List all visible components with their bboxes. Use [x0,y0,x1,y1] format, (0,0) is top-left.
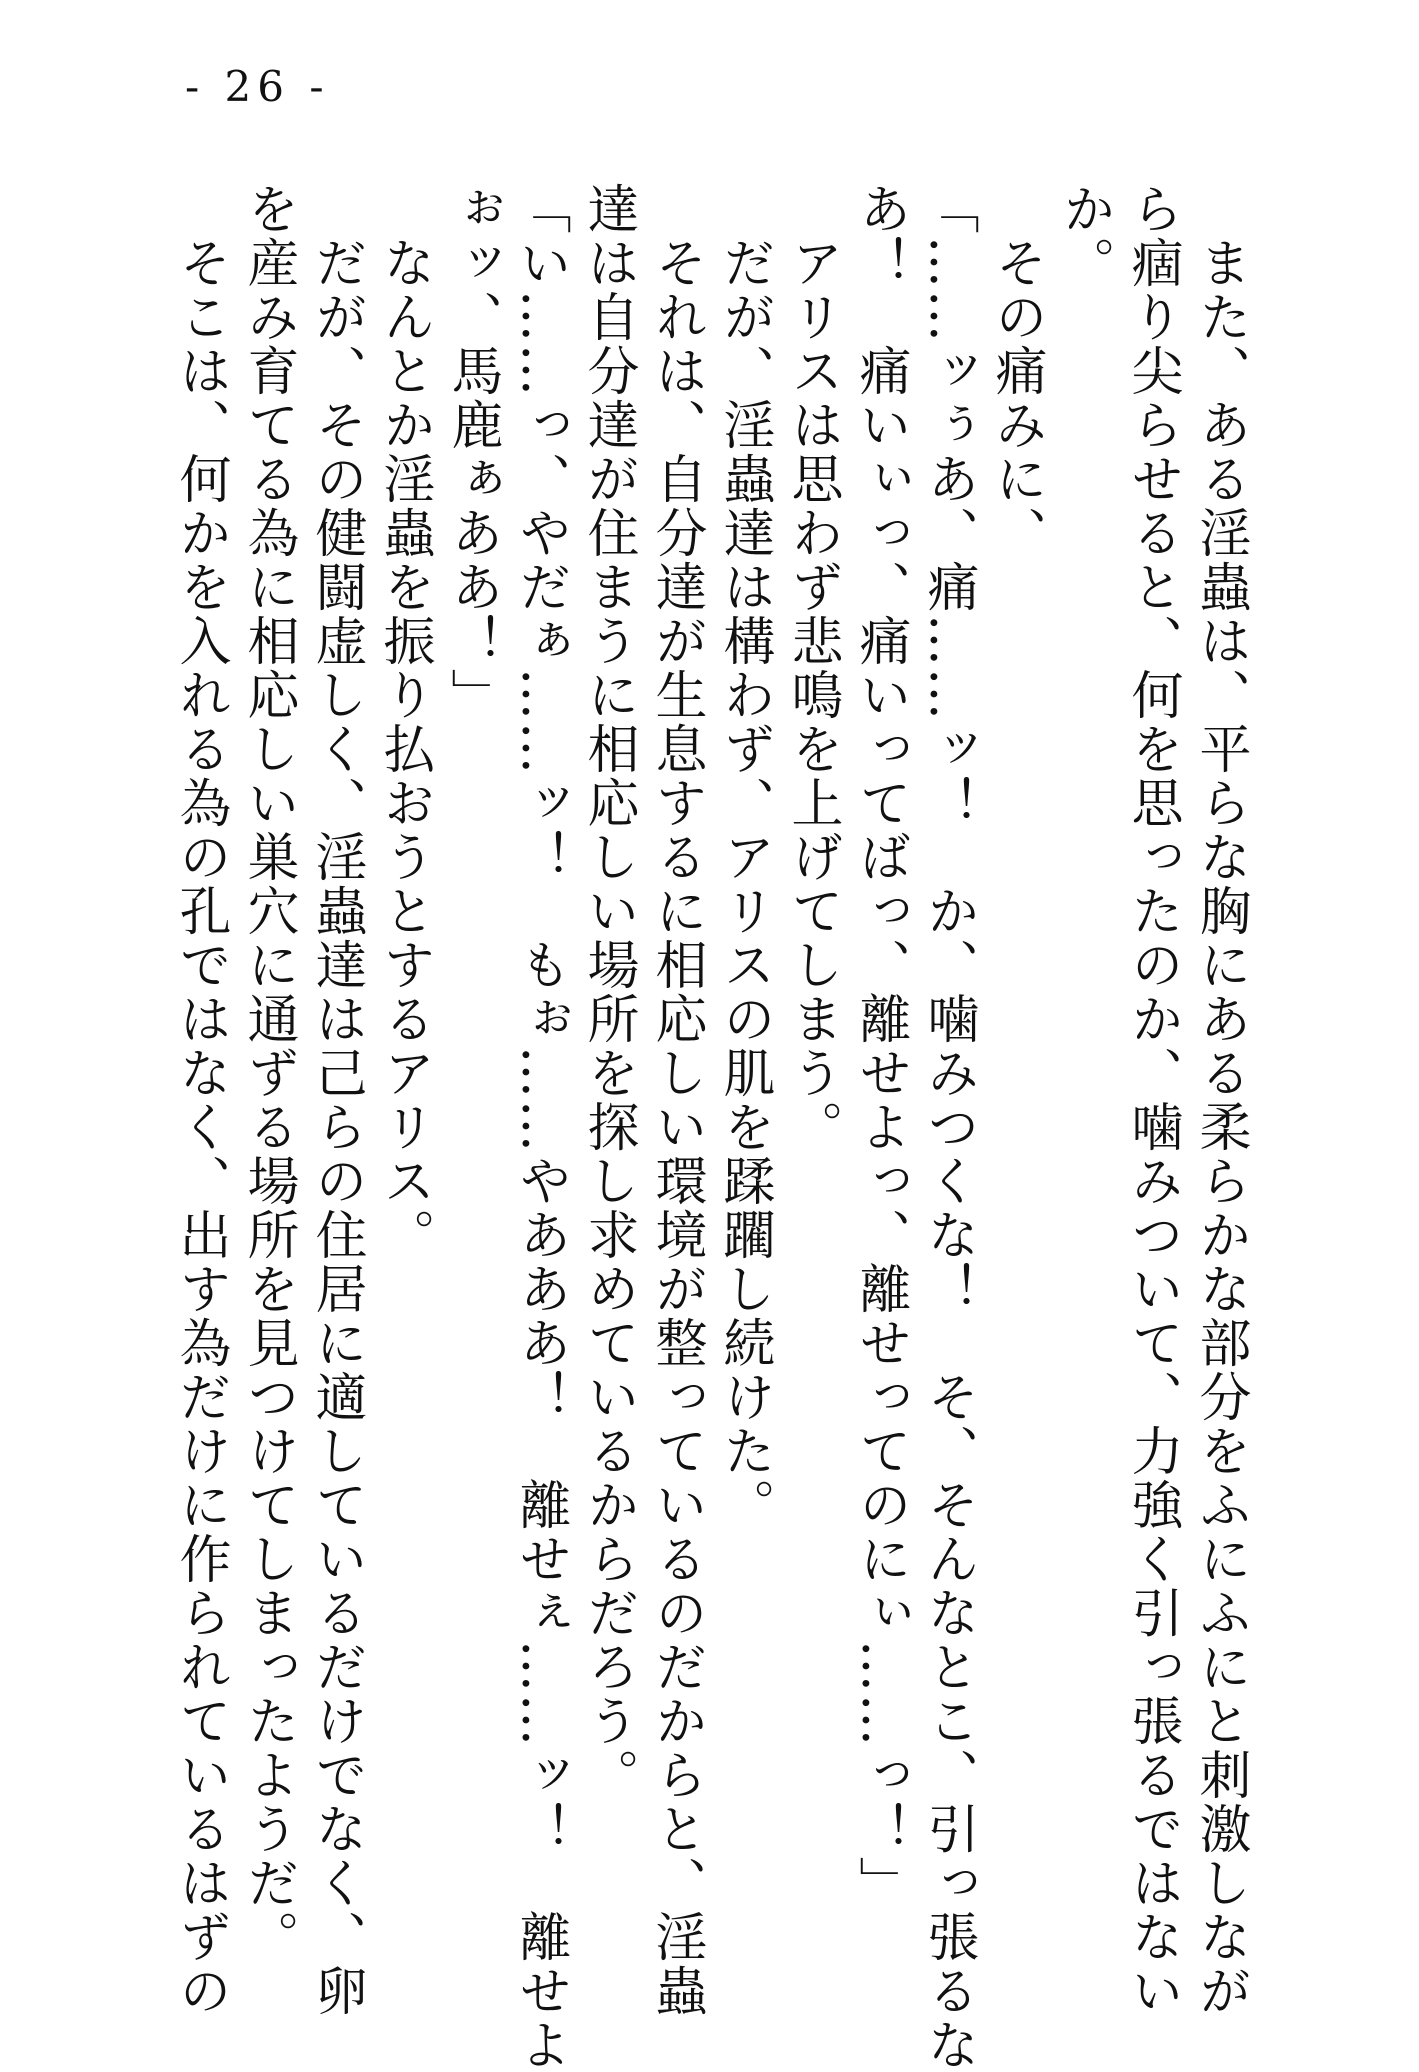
text-line: なんとか淫蟲を振り払おうとするアリス。 [374,182,434,1262]
text-line: 達は自分達が住まうに相応しい場所を探し求めているからだろう。 [578,182,638,1802]
page-number: - 26 - [185,62,330,111]
text-line: を産み育てる為に相応しい巣穴に通ずる場所を見つけてしまったようだ。 [238,182,298,1964]
text-line: その痛みに、 [986,182,1046,560]
vertical-text-body [166,182,1254,2072]
text-line: だが、淫蟲達は構わず、アリスの肌を蹂躙し続けた。 [714,182,774,1532]
text-line: アリスは思わず悲鳴を上げてしまう。 [782,182,842,1154]
text-line: 「……ッぅあ、痛……ッ！ か、噛みつくな！ そ、そんなとこ、引っ張るな [918,182,978,2072]
text-line: だが、その健闘虚しく、淫蟲達は己らの住居に適しているだけでなく、卵 [306,182,366,2018]
text-line: また、ある淫蟲は、平らな胸にある柔らかな部分をふにふにと刺激しなが [1190,182,1250,2018]
text-line: ぉッ、馬鹿ぁああ！」 [442,182,502,722]
text-line: ら痼り尖らせると、何を思ったのか、噛みついて、力強く引っ張るではない [1122,182,1182,2018]
text-line: 「い……っ、やだぁ……ッ！ もぉ……やあああ！ 離せぇ……ッ！ 離せよ [510,182,570,2072]
text-line: それは、自分達が生息するに相応しい環境が整っているのだからと、淫蟲 [646,182,706,2018]
text-line: か。 [1054,182,1114,290]
text-line: そこは、何かを入れる為の孔ではなく、出す為だけに作られているはずの [170,182,230,2018]
text-line: あ！ 痛いぃっ、痛いってばっ、離せよっ、離せってのにぃ……っ！」 [850,182,910,1910]
